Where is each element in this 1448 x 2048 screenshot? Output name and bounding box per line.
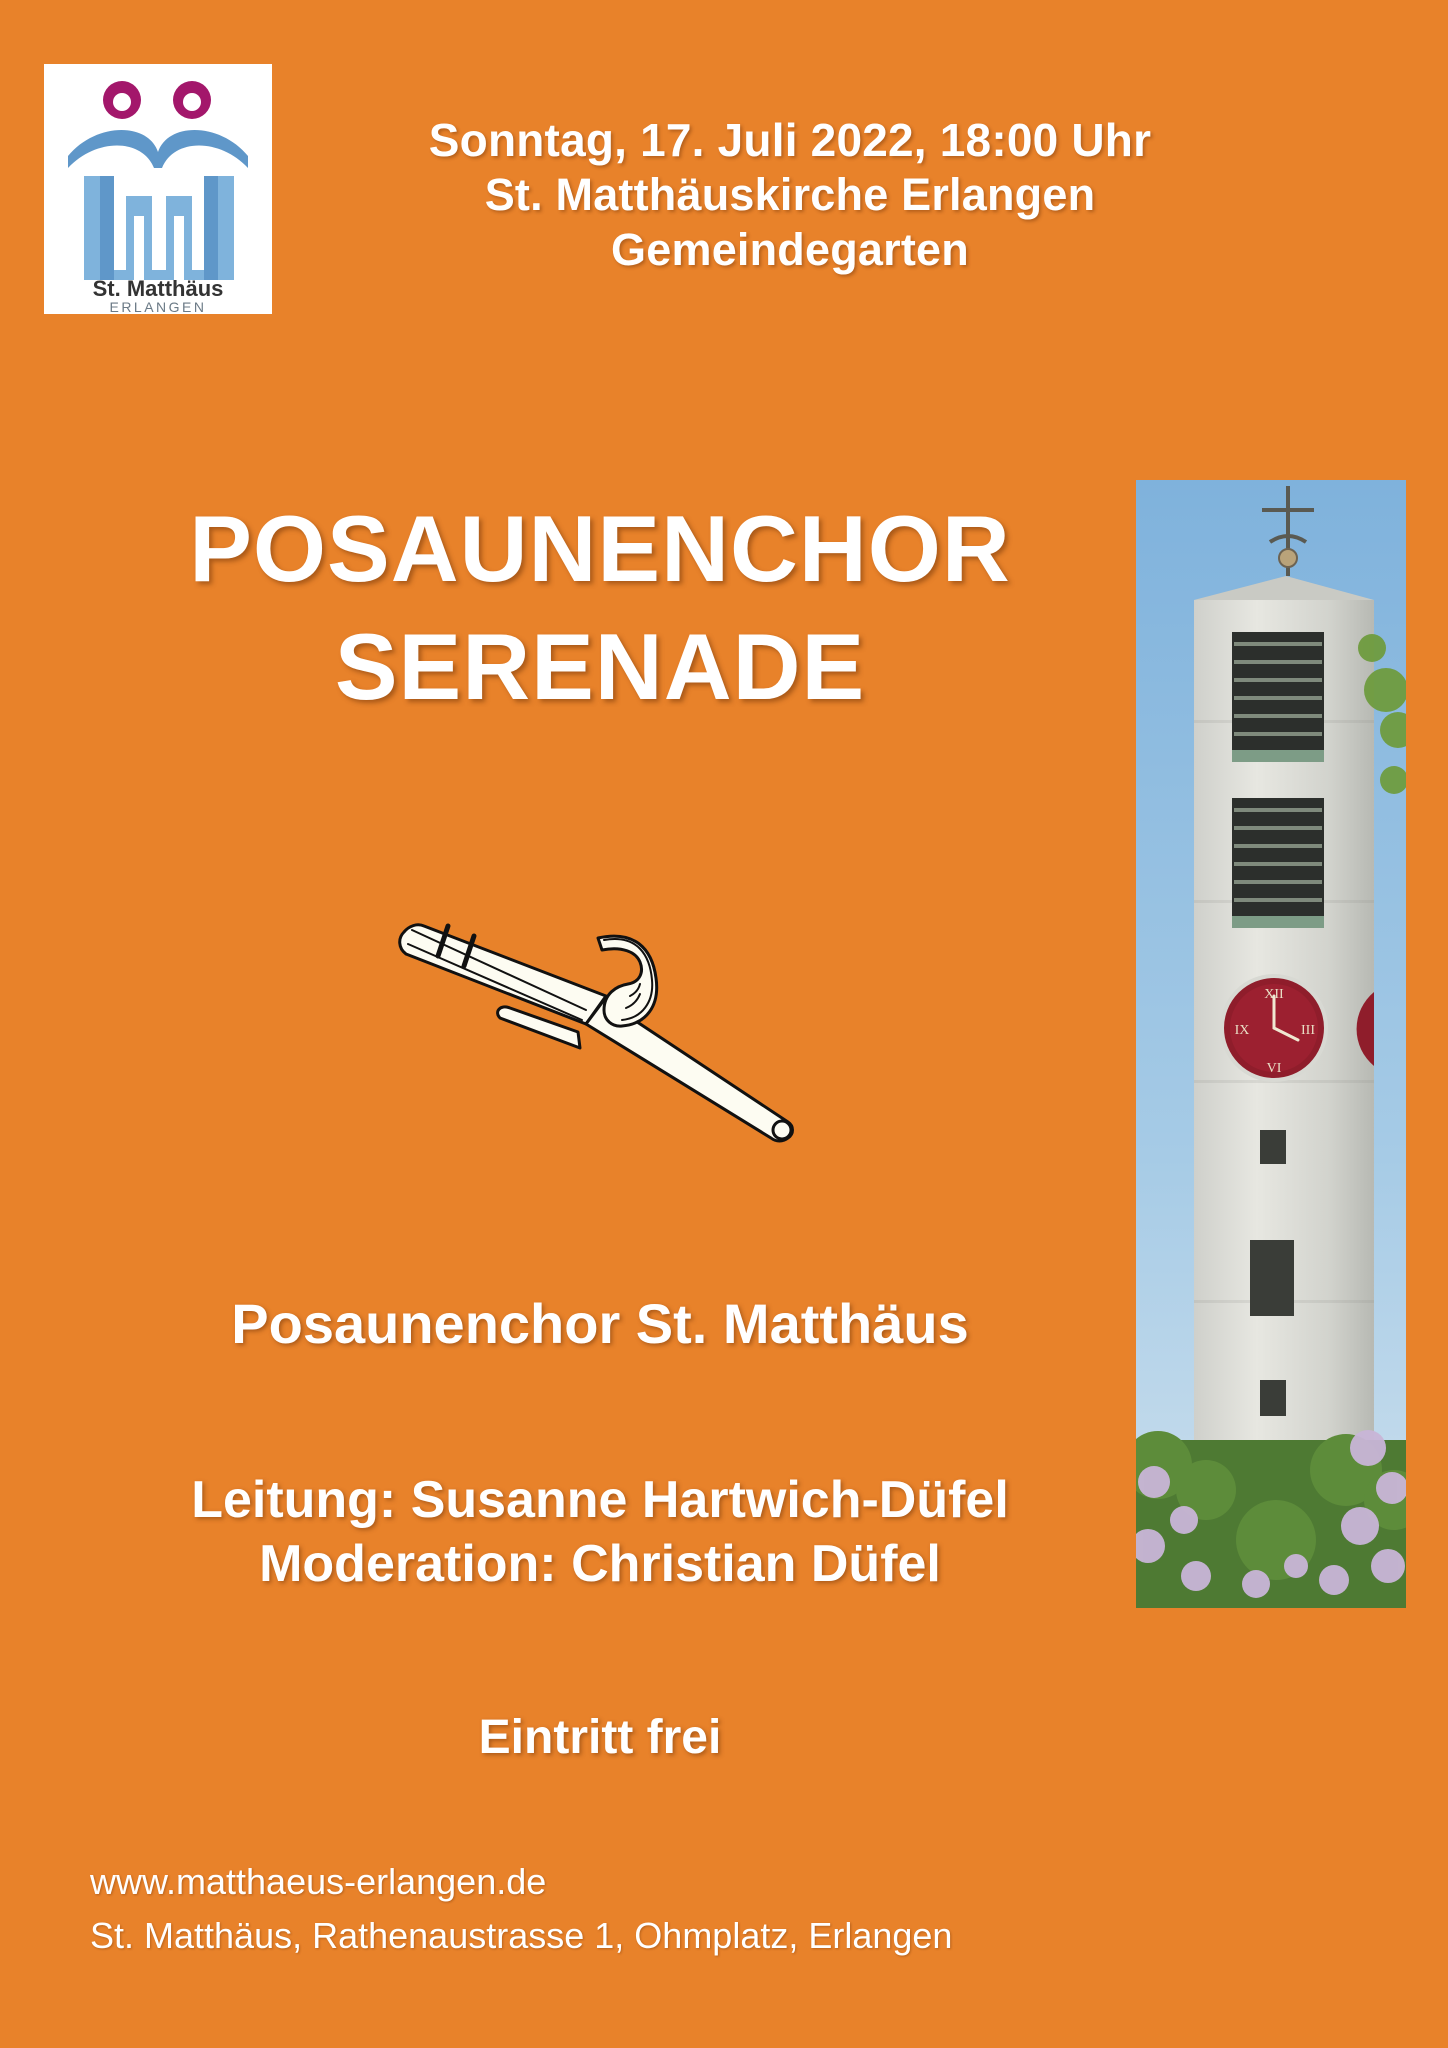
page-title-line1: POSAUNENCHOR	[189, 496, 1011, 601]
church-tower-photo	[1136, 480, 1406, 1608]
trombone-illustration	[390, 900, 910, 1150]
svg-text:IX: IX	[1234, 1023, 1250, 1038]
ensemble-name: Posaunenchor St. Matthäus	[231, 1292, 969, 1355]
svg-text:VI: VI	[1266, 1061, 1282, 1076]
event-location-detail: Gemeindegarten	[611, 224, 969, 275]
moderator-name: Moderation: Christian Düfel	[259, 1534, 941, 1593]
entry-fee-note: Eintritt frei	[478, 1711, 722, 1764]
svg-text:III: III	[1301, 1023, 1315, 1038]
page-title-line2: SERENADE	[334, 613, 866, 719]
footer-block	[90, 1855, 952, 1963]
address-line: St. Matthäus, Rathenaustrasse 1, Ohmplatz, Erlangen	[90, 1915, 953, 1956]
conductor-name: Leitung: Susanne Hartwich-Düfel	[191, 1471, 1009, 1530]
st-matthaeus-erlangen-logo	[44, 64, 272, 314]
website-link[interactable]: www.matthaeus-erlangen.de	[90, 1861, 547, 1902]
svg-text:XII: XII	[1264, 987, 1284, 1002]
event-datetime: Sonntag, 17. Juli 2022, 18:00 Uhr	[428, 114, 1152, 166]
logo-title-line1: St. Matthäus	[92, 276, 224, 301]
event-header	[290, 112, 1290, 278]
church-tower-image	[1136, 480, 1406, 1608]
logo-box	[44, 64, 272, 314]
event-venue: St. Matthäuskirche Erlangen	[484, 169, 1096, 221]
credits-block	[60, 1290, 1140, 1596]
page-title	[60, 490, 1140, 725]
logo-title-line2: ERLANGEN	[109, 299, 207, 314]
trombone-icon	[390, 900, 910, 1150]
